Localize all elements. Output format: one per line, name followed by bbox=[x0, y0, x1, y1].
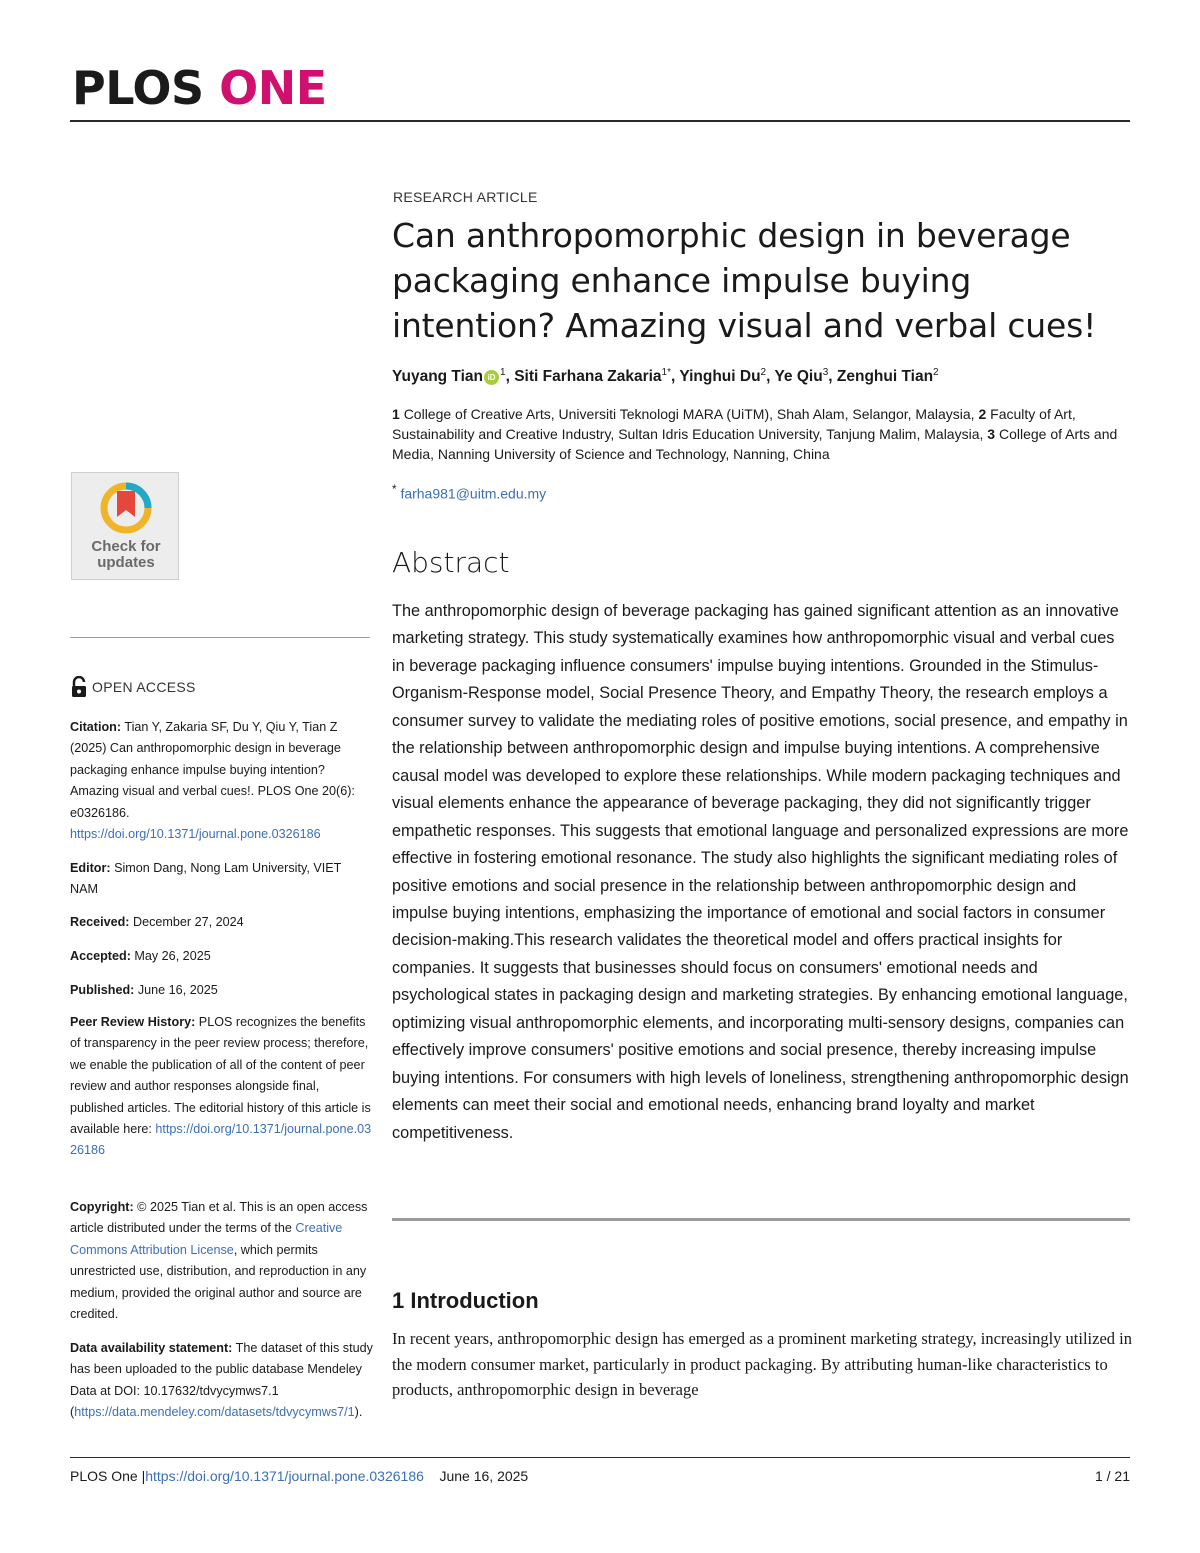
footer-date: June 16, 2025 bbox=[439, 1468, 529, 1484]
editor-label: Editor: bbox=[70, 861, 111, 875]
peer-review-link[interactable]: https://doi.org/10.1371/journal.pone.0326186 bbox=[70, 1122, 372, 1158]
affil-text: Faculty of Art, Sustainability and Creative Industry, Sultan Idris Education University, Tanjung Malim, Malaysia, bbox=[392, 406, 1076, 442]
received-date: December 27, 2024 bbox=[133, 915, 244, 929]
citation-label: Citation: bbox=[70, 720, 122, 734]
abstract-rule bbox=[392, 1218, 1130, 1221]
open-lock-icon bbox=[70, 676, 88, 698]
citation-block bbox=[70, 717, 372, 845]
email-asterisk: * bbox=[392, 483, 397, 496]
introduction-text: In recent years, anthropomorphic design has emerged as a prominent marketing strategy, increasingly utilized in the modern consumer market, particularly in product packaging. By attributing human-like characteristics to products, anthropomorphic design in beverage bbox=[392, 1329, 1132, 1399]
orcid-icon[interactable]: iD bbox=[484, 370, 499, 385]
author-affil-sup: 2 bbox=[760, 367, 767, 378]
published-block bbox=[70, 980, 372, 1001]
logo-plos: PLOS bbox=[72, 61, 204, 115]
author-name: Zenghui Tian bbox=[836, 368, 934, 386]
footer-doi-link[interactable]: https://doi.org/10.1371/journal.pone.0326186 bbox=[145, 1468, 424, 1484]
data-availability-text: The dataset of this study has been uploaded to the public database Mendeley Data at DOI: 10.17632/tdvycymws7.1 ( bbox=[70, 1341, 373, 1420]
data-availability-tail: ). bbox=[354, 1405, 363, 1420]
received-label: Received: bbox=[70, 915, 130, 929]
author-affil-sup: 3 bbox=[822, 367, 829, 378]
author-name: Yinghui Du bbox=[679, 368, 761, 386]
author-affil-sup: 1* bbox=[661, 367, 671, 378]
abstract-text: The anthropomorphic design of beverage packaging has gained significant attention as an innovative marketing strategy. This study systematically examines how anthropomorphic visual and verbal cues in beverage packaging influence consumers' impulse buying intentions. Grounded in the Stimulus-Organism-Response model, Social Presence Theory, and Empathy Theory, the research employs a consumer survey to validate the mediating roles of positive emotions, social presence, and empathy in the relationship between anthropomorphic design and impulse buying intentions. A comprehensive causal model was developed to explore these relationships. While modern packaging techniques and visual elements enhance the appearance of beverage packaging, they did not significantly trigger empathetic responses. This suggests that emotional language and personalized expressions are more effective in fostering emotional resonance. The study also highlights the significant mediating roles of positive emotions and social presence in the relationship between anthropomorphic design and impulse buying intentions, emphasizing the importance of emotional and social factors in consumer decision-making.This research validates the theoretical model and offers practical insights for companies. It suggests that businesses should focus on consumers' emotional needs and psychological states in packaging design and marketing strategies. By enhancing emotional language, optimizing visual anthropomorphic elements, and incorporating multi-sensory designs, companies can effectively improve consumers' positive emotions and social presence, thereby increasing impulse buying intentions. For consumers with high levels of loneliness, strengthening anthropomorphic design elements can meet their social and emotional needs, enhancing brand loyalty and market competitiveness. bbox=[392, 602, 1129, 1142]
accepted-label: Accepted: bbox=[70, 949, 131, 963]
author-affil-sup: 2 bbox=[933, 367, 939, 378]
copyright-text-1: © 2025 Tian et al. This is an open access article distributed under the terms of the bbox=[70, 1200, 368, 1236]
open-access-label bbox=[70, 676, 196, 698]
copyright-text-2: , which permits unrestricted use, distribution, and reproduction in any medium, provided the original author and source are credited. bbox=[70, 1242, 367, 1322]
crossmark-icon bbox=[72, 473, 180, 543]
check-for-updates-badge[interactable] bbox=[71, 472, 179, 580]
article-title: Can anthropomorphic design in beverage packaging enhance impulse buying intention? Amazing visual and verbal cues! bbox=[392, 216, 1097, 345]
accepted-date: May 26, 2025 bbox=[134, 949, 211, 963]
dataset-link[interactable]: https://data.mendeley.com/datasets/tdvycymws7/1 bbox=[74, 1405, 355, 1420]
affil-text: College of Creative Arts, Universiti Teknologi MARA (UiTM), Shah Alam, Selangor, Malaysia, bbox=[403, 406, 975, 422]
sidebar-rule bbox=[70, 637, 370, 638]
introduction-heading: 1 Introduction bbox=[392, 1288, 539, 1313]
corresponding-email bbox=[392, 483, 546, 502]
editor-block bbox=[70, 858, 372, 901]
footer-citation bbox=[70, 1468, 528, 1484]
peer-review-label: Peer Review History: bbox=[70, 1015, 196, 1029]
data-availability-label: Data availability statement: bbox=[70, 1341, 233, 1355]
abstract-heading: Abstract bbox=[392, 546, 510, 579]
author-list: Yuyang Tian iD $^1$, Siti Farhana Zakaria$^{1*}$, Yinghui Du$^2$, Ye Qiu$^3$, Zenghui Tian$^2$ bbox=[392, 367, 939, 386]
affil-text: College of Arts and Media, Nanning University of Science and Technology, Nanning, China bbox=[392, 426, 1118, 462]
author-name: Ye Qiu bbox=[774, 368, 823, 386]
data-availability-block bbox=[70, 1338, 380, 1424]
footer-rule bbox=[70, 1457, 1130, 1458]
copyright-block bbox=[70, 1197, 372, 1325]
peer-review-block bbox=[70, 1012, 372, 1162]
journal-logo bbox=[72, 62, 327, 114]
published-label: Published: bbox=[70, 983, 135, 997]
published-date: June 16, 2025 bbox=[137, 983, 218, 997]
affil-number: 2 bbox=[978, 406, 987, 422]
peer-review-text: PLOS recognizes the benefits of transparency in the peer review process; therefore, we enable the publication of all of the content of peer review and author responses alongside final, published articles. The editorial history of this article is available here: bbox=[70, 1015, 371, 1137]
copyright-label: Copyright: bbox=[70, 1200, 134, 1214]
affil-number: 1 bbox=[392, 406, 400, 422]
author-affil-sup: 1 bbox=[500, 367, 506, 378]
page-number: 1 / 21 bbox=[1094, 1468, 1130, 1484]
logo-one: ONE bbox=[219, 61, 327, 115]
citation-doi-link[interactable]: https://doi.org/10.1371/journal.pone.0326186 bbox=[70, 827, 321, 842]
email-link[interactable]: farha981@uitm.edu.my bbox=[400, 485, 547, 502]
open-access-text: OPEN ACCESS bbox=[92, 679, 196, 695]
license-link[interactable]: Creative Commons Attribution License bbox=[70, 1221, 343, 1257]
author-name: Yuyang Tian bbox=[392, 368, 484, 386]
received-block bbox=[70, 912, 372, 933]
footer-journal: PLOS One | bbox=[70, 1468, 146, 1484]
author-name: Siti Farhana Zakaria bbox=[514, 368, 662, 386]
affil-number: 3 bbox=[987, 426, 996, 442]
citation-text: Tian Y, Zakaria SF, Du Y, Qiu Y, Tian Z (2025) Can anthropomorphic design in beverage packaging enhance impulse buying intention? Amazing visual and verbal cues!. PLOS One 20(6): e0326186. bbox=[70, 720, 355, 820]
badge-line-2: updates bbox=[97, 554, 155, 571]
badge-line-1: Check for bbox=[91, 538, 161, 555]
header-rule bbox=[70, 120, 1130, 122]
accepted-block bbox=[70, 946, 372, 967]
editor-text: Simon Dang, Nong Lam University, VIET NAM bbox=[70, 861, 342, 897]
article-type: RESEARCH ARTICLE bbox=[393, 189, 538, 205]
affiliations bbox=[392, 404, 1132, 464]
